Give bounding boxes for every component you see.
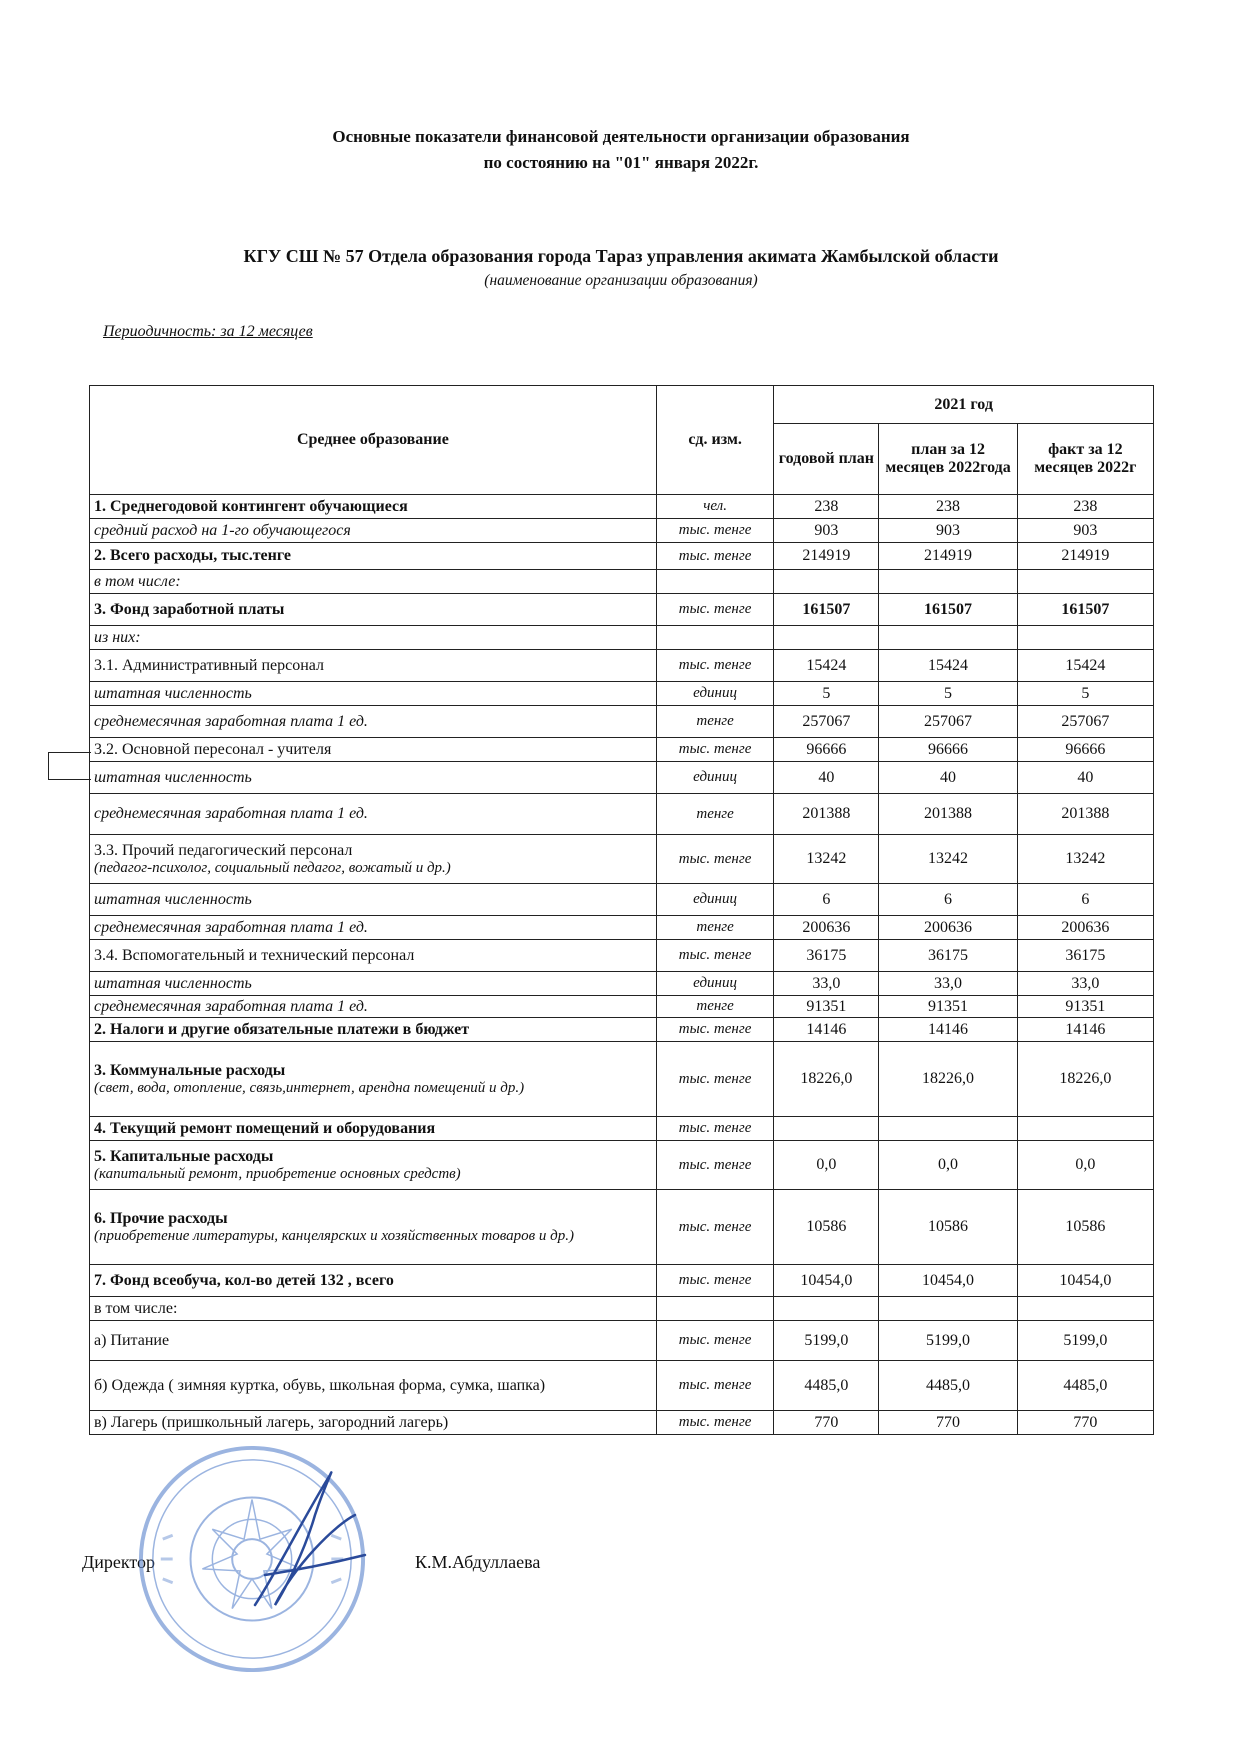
table-row: [90, 1265, 1154, 1297]
row-label-text: б) Одежда ( зимняя куртка, обувь, школьная форма, сумка, шапка): [94, 1376, 546, 1394]
row-value-v3: 770: [1017, 1411, 1153, 1435]
row-value-v1: 5199,0: [774, 1321, 879, 1361]
table-row: [90, 1321, 1154, 1361]
row-value-v3: 161507: [1017, 594, 1153, 626]
row-sublabel: (педагог-психолог, социальный педагог, вожатый и др.): [94, 859, 451, 876]
row-label: [90, 594, 657, 626]
row-unit: тыс. тенге: [656, 1018, 774, 1042]
row-unit: единиц: [656, 682, 774, 706]
row-value-v3: [1017, 570, 1153, 594]
row-value-v1: 161507: [774, 594, 879, 626]
row-unit: тыс. тенге: [656, 1117, 774, 1141]
row-value-v1: 257067: [774, 706, 879, 738]
row-value-v3: 5: [1017, 682, 1153, 706]
row-label: [90, 835, 657, 884]
row-label-text: 3.4. Вспомогательный и технический персонал: [94, 946, 415, 964]
table-row: [90, 594, 1154, 626]
row-value-v3: 91351: [1017, 996, 1153, 1018]
table-row: [90, 1117, 1154, 1141]
row-value-v3: 238: [1017, 495, 1153, 519]
row-label-text: в) Лагерь (пришкольный лагерь, загородний лагерь): [94, 1413, 449, 1431]
row-unit: тыс. тенге: [656, 1190, 774, 1265]
row-value-v3: 36175: [1017, 940, 1153, 972]
table-row: [90, 1411, 1154, 1435]
header-annual-plan: годовой план: [774, 424, 879, 495]
row-value-v1: 96666: [774, 738, 879, 762]
row-unit: тыс. тенге: [656, 1265, 774, 1297]
row-label: [90, 972, 657, 996]
table-row: [90, 916, 1154, 940]
table-row: [90, 972, 1154, 996]
row-value-v2: 214919: [879, 543, 1017, 570]
row-value-v1: 15424: [774, 650, 879, 682]
row-value-v1: 13242: [774, 835, 879, 884]
table-row: [90, 835, 1154, 884]
row-value-v3: 201388: [1017, 794, 1153, 835]
row-unit: тенге: [656, 996, 774, 1018]
row-value-v2: 15424: [879, 650, 1017, 682]
table-row: [90, 738, 1154, 762]
row-label-text: средний расход на 1-го обучающегося: [94, 521, 351, 539]
row-label-text: штатная численность: [94, 890, 252, 908]
row-value-v2: [879, 570, 1017, 594]
row-value-v2: [879, 626, 1017, 650]
table-row: [90, 570, 1154, 594]
table-row: [90, 519, 1154, 543]
row-value-v3: 10586: [1017, 1190, 1153, 1265]
row-unit: тенге: [656, 706, 774, 738]
row-label-text: 2. Всего расходы, тыс.тенге: [94, 547, 292, 564]
row-value-v2: 201388: [879, 794, 1017, 835]
row-label: [90, 706, 657, 738]
row-value-v1: [774, 1297, 879, 1321]
row-value-v2: 10586: [879, 1190, 1017, 1265]
row-value-v2: 5: [879, 682, 1017, 706]
row-value-v1: 200636: [774, 916, 879, 940]
row-value-v3: 40: [1017, 762, 1153, 794]
row-value-v2: 13242: [879, 835, 1017, 884]
row-label: [90, 495, 657, 519]
row-value-v3: 200636: [1017, 916, 1153, 940]
row-label: [90, 1361, 657, 1411]
row-value-v2: 96666: [879, 738, 1017, 762]
row-label: [90, 916, 657, 940]
signature-role: Директор: [82, 1552, 156, 1572]
row-value-v2: 5199,0: [879, 1321, 1017, 1361]
table-row: [90, 1297, 1154, 1321]
row-label: [90, 996, 657, 1018]
row-unit: тыс. тенге: [656, 835, 774, 884]
table-row: [90, 650, 1154, 682]
table-row: [90, 626, 1154, 650]
row-unit: тыс. тенге: [656, 519, 774, 543]
row-value-v2: 10454,0: [879, 1265, 1017, 1297]
row-label-text: среднемесячная заработная плата 1 ед.: [94, 712, 368, 730]
table-row: [90, 495, 1154, 519]
row-label: [90, 650, 657, 682]
row-sublabel: (капитальный ремонт, приобретение основных средств): [94, 1165, 461, 1182]
row-value-v3: 33,0: [1017, 972, 1153, 996]
row-label: [90, 940, 657, 972]
row-value-v1: 903: [774, 519, 879, 543]
table-row: [90, 682, 1154, 706]
row-unit: тыс. тенге: [656, 738, 774, 762]
financial-indicators-table: [89, 385, 1154, 1435]
row-label: [90, 1117, 657, 1141]
periodicity-label: Периодичность: за 12 месяцев: [103, 323, 313, 340]
row-value-v3: 14146: [1017, 1018, 1153, 1042]
row-value-v2: 36175: [879, 940, 1017, 972]
row-value-v3: 13242: [1017, 835, 1153, 884]
row-value-v3: 0,0: [1017, 1141, 1153, 1190]
row-value-v2: 200636: [879, 916, 1017, 940]
row-value-v1: 33,0: [774, 972, 879, 996]
row-label: [90, 682, 657, 706]
row-unit: тыс. тенге: [656, 650, 774, 682]
header-fact-12: факт за 12 месяцев 2022г: [1017, 424, 1153, 495]
row-label: [90, 519, 657, 543]
row-value-v1: 238: [774, 495, 879, 519]
row-unit: единиц: [656, 884, 774, 916]
row-label-text: 1. Среднегодовой контингент обучающиеся: [94, 497, 408, 515]
row-label: [90, 543, 657, 570]
row-value-v2: 14146: [879, 1018, 1017, 1042]
row-label: [90, 794, 657, 835]
table-row: [90, 940, 1154, 972]
row-label-text: в том числе:: [94, 572, 181, 590]
row-label: [90, 1297, 657, 1321]
row-value-v2: 40: [879, 762, 1017, 794]
row-label: [90, 762, 657, 794]
table-row: [90, 884, 1154, 916]
row-label-text: штатная численность: [94, 684, 252, 702]
row-value-v3: 6: [1017, 884, 1153, 916]
table-row: [90, 1361, 1154, 1411]
document-title-line2: по состоянию на "01" января 2022г.: [483, 153, 759, 172]
row-label-text: 4. Текущий ремонт помещений и оборудования: [94, 1119, 436, 1137]
row-unit: тенге: [656, 794, 774, 835]
row-label: [90, 1411, 657, 1435]
row-label-text: 6. Прочие расходы: [94, 1209, 228, 1227]
row-value-v1: [774, 570, 879, 594]
row-value-v3: 5199,0: [1017, 1321, 1153, 1361]
header-unit: сд. изм.: [656, 386, 774, 495]
row-unit: тыс. тенге: [656, 1361, 774, 1411]
row-label-text: 2. Налоги и другие обязательные платежи в бюджет: [94, 1020, 470, 1038]
row-label: [90, 1141, 657, 1190]
row-unit: тыс. тенге: [656, 594, 774, 626]
row-sublabel: (приобретение литературы, канцелярских и хозяйственных товаров и др.): [94, 1227, 574, 1244]
row-value-v2: 238: [879, 495, 1017, 519]
row-value-v3: 96666: [1017, 738, 1153, 762]
margin-mark: [48, 752, 91, 780]
table-row: [90, 1018, 1154, 1042]
row-unit: тыс. тенге: [656, 1411, 774, 1435]
row-label-text: 3.3. Прочий педагогический персонал: [94, 841, 353, 859]
table-row: [90, 706, 1154, 738]
row-value-v2: 770: [879, 1411, 1017, 1435]
signature-name: К.М.Абдуллаева: [415, 1552, 541, 1572]
row-label-text: 3. Коммунальные расходы: [94, 1061, 286, 1079]
table-row: [90, 1190, 1154, 1265]
row-label-text: 3.1. Административный персонал: [94, 656, 325, 674]
row-value-v1: 5: [774, 682, 879, 706]
row-label: [90, 1265, 657, 1297]
table-row: [90, 762, 1154, 794]
row-value-v1: 770: [774, 1411, 879, 1435]
row-label: [90, 1321, 657, 1361]
row-value-v2: 91351: [879, 996, 1017, 1018]
row-label-text: а) Питание: [94, 1331, 170, 1349]
row-value-v1: 18226,0: [774, 1042, 879, 1117]
row-label: [90, 1018, 657, 1042]
table-row: [90, 1042, 1154, 1117]
row-value-v2: 4485,0: [879, 1361, 1017, 1411]
row-value-v1: [774, 1117, 879, 1141]
row-value-v3: 4485,0: [1017, 1361, 1153, 1411]
row-value-v2: 33,0: [879, 972, 1017, 996]
row-value-v2: [879, 1117, 1017, 1141]
header-year: 2021 год: [774, 386, 1154, 424]
row-label: [90, 570, 657, 594]
row-value-v1: [774, 626, 879, 650]
row-value-v1: 214919: [774, 543, 879, 570]
row-unit: тыс. тенге: [656, 1321, 774, 1361]
row-value-v3: [1017, 1297, 1153, 1321]
row-value-v2: 903: [879, 519, 1017, 543]
row-label-text: из них:: [94, 628, 141, 646]
row-value-v1: 14146: [774, 1018, 879, 1042]
row-unit: чел.: [656, 495, 774, 519]
row-value-v3: 214919: [1017, 543, 1153, 570]
row-value-v2: 6: [879, 884, 1017, 916]
organization-name: КГУ СШ № 57 Отдела образования города Тараз управления акимата Жамбылской области: [243, 246, 999, 266]
document-title-line1: Основные показатели финансовой деятельности организации образования: [332, 127, 910, 146]
row-unit: тыс. тенге: [656, 940, 774, 972]
row-unit: тыс. тенге: [656, 1141, 774, 1190]
row-value-v1: 36175: [774, 940, 879, 972]
row-value-v1: 91351: [774, 996, 879, 1018]
row-label: [90, 1190, 657, 1265]
row-label-text: штатная численность: [94, 974, 252, 992]
row-unit: единиц: [656, 972, 774, 996]
row-value-v1: 40: [774, 762, 879, 794]
row-value-v3: 15424: [1017, 650, 1153, 682]
row-value-v3: [1017, 1117, 1153, 1141]
handwritten-signature-icon: [235, 1455, 375, 1625]
row-value-v2: 0,0: [879, 1141, 1017, 1190]
row-value-v3: 18226,0: [1017, 1042, 1153, 1117]
row-value-v3: 10454,0: [1017, 1265, 1153, 1297]
row-label: [90, 626, 657, 650]
row-label-text: 5. Капитальные расходы: [94, 1147, 274, 1165]
row-value-v2: 257067: [879, 706, 1017, 738]
header-plan-12: план за 12 месяцев 2022года: [879, 424, 1017, 495]
row-sublabel: (свет, вода, отопление, связь,интернет, арендна помещений и др.): [94, 1079, 525, 1096]
organization-note: (наименование организации образования): [484, 272, 758, 289]
row-label-text: 3. Фонд заработной платы: [94, 600, 285, 618]
row-value-v3: 903: [1017, 519, 1153, 543]
table-row: [90, 543, 1154, 570]
row-unit: тыс. тенге: [656, 543, 774, 570]
row-value-v1: 6: [774, 884, 879, 916]
row-label-text: штатная численность: [94, 768, 252, 786]
row-unit: тенге: [656, 916, 774, 940]
row-label-text: в том числе:: [94, 1299, 178, 1317]
row-value-v1: 10586: [774, 1190, 879, 1265]
row-value-v1: 4485,0: [774, 1361, 879, 1411]
row-label-text: среднемесячная заработная плата 1 ед.: [94, 805, 368, 822]
row-unit: [656, 570, 774, 594]
row-label-text: 3.2. Основной пересонал - учителя: [94, 740, 332, 758]
row-label-text: среднемесячная заработная плата 1 ед.: [94, 918, 368, 936]
row-label-text: среднемесячная заработная плата 1 ед.: [94, 997, 368, 1015]
table-row: [90, 794, 1154, 835]
row-unit: единиц: [656, 762, 774, 794]
row-unit: [656, 626, 774, 650]
row-value-v3: 257067: [1017, 706, 1153, 738]
row-label-text: 7. Фонд всеобуча, кол-во детей 132 , всего: [94, 1271, 394, 1289]
row-value-v1: 201388: [774, 794, 879, 835]
row-unit: [656, 1297, 774, 1321]
table-row: [90, 1141, 1154, 1190]
row-value-v3: [1017, 626, 1153, 650]
header-name: Среднее образование: [90, 386, 657, 495]
row-value-v2: [879, 1297, 1017, 1321]
table-row: [90, 996, 1154, 1018]
row-label: [90, 1042, 657, 1117]
row-label: [90, 738, 657, 762]
row-value-v1: 10454,0: [774, 1265, 879, 1297]
row-unit: тыс. тенге: [656, 1042, 774, 1117]
row-value-v2: 18226,0: [879, 1042, 1017, 1117]
row-value-v1: 0,0: [774, 1141, 879, 1190]
row-label: [90, 884, 657, 916]
row-value-v2: 161507: [879, 594, 1017, 626]
